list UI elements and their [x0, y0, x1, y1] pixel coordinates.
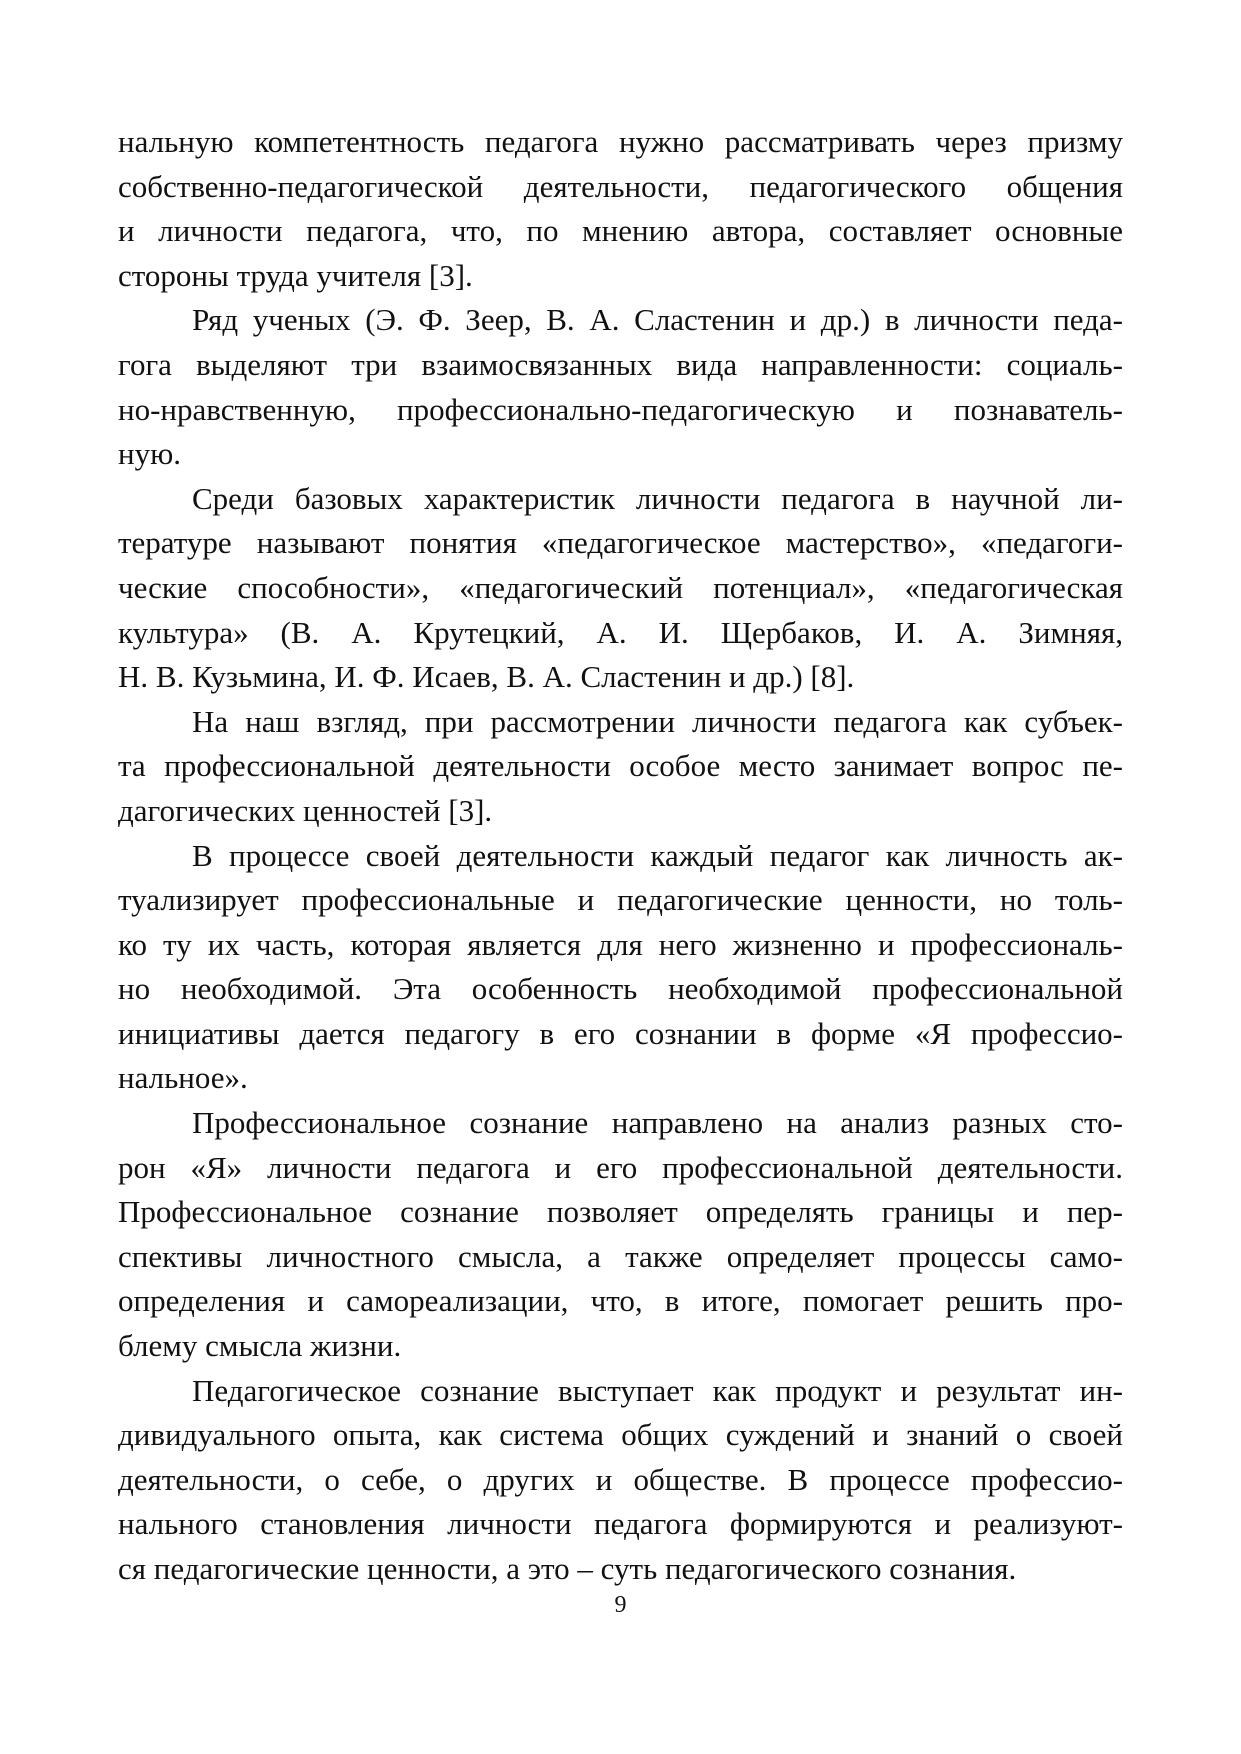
text-line: ную.: [118, 436, 181, 472]
text-line: стороны труда учителя [3].: [118, 257, 473, 293]
paragraph: [118, 298, 1123, 476]
text-line: нальную компетентность педагога нужно рассматривать через призму: [118, 124, 1123, 159]
text-line: Профессиональное сознание позволяет определять границы и пер-: [118, 1194, 1123, 1230]
text-line: дагогических ценностей [3].: [118, 792, 493, 828]
text-line: культура» (В. А. Крутецкий, А. И. Щербаков, И. А. Зимняя,: [118, 614, 1123, 650]
text-line: собственно-педагогической деятельности, педагогического общения: [118, 168, 1123, 204]
text-line: определения и самореализации, что, в итоге, помогает решить про-: [118, 1283, 1123, 1319]
text-line: Среди базовых характеристик личности педагога в научной ли-: [192, 480, 1123, 516]
text-line: нальное».: [118, 1060, 248, 1096]
text-line: ся педагогические ценности, а это – суть педагогического сознания.: [118, 1551, 1017, 1586]
page-number: 9: [614, 1592, 627, 1618]
text-line: но-нравственную, профессионально-педагогическую и познаватель-: [118, 391, 1123, 427]
text-line: деятельности, о себе, о других и обществе. В процессе профессио-: [118, 1461, 1123, 1497]
paragraph: [118, 1369, 1123, 1592]
text-line: ко ту их часть, которая является для него жизненно и профессиональ-: [118, 926, 1123, 962]
text-line: но необходимой. Эта особенность необходимой профессиональной: [118, 971, 1123, 1007]
paragraph: [118, 477, 1123, 700]
paragraph: [118, 834, 1123, 1102]
text-line: рон «Я» личности педагога и его профессиональной деятельности.: [118, 1149, 1123, 1185]
text-line: В процессе своей деятельности каждый педагог как личность ак-: [192, 837, 1123, 873]
text-line: Ряд ученых (Э. Ф. Зеер, В. А. Сластенин и др.) в личности педа-: [192, 302, 1123, 338]
text-line: та профессиональной деятельности особое место занимает вопрос пе-: [118, 748, 1123, 784]
text-line: Педагогическое сознание выступает как продукт и результат ин-: [192, 1372, 1123, 1408]
text-line: ческие способности», «педагогический потенциал», «педагогическая: [118, 569, 1123, 605]
page-body: [118, 120, 1123, 1592]
text-line: инициативы дается педагогу в его сознании в форме «Я профессио-: [118, 1015, 1123, 1051]
text-line: Профессиональное сознание направлено на анализ разных сто-: [192, 1105, 1123, 1141]
text-line: нального становления личности педагога формируются и реализуют-: [118, 1506, 1123, 1542]
paragraph: [118, 120, 1123, 298]
text-line: гога выделяют три взаимосвязанных вида направленности: социаль-: [118, 346, 1123, 382]
text-line: спективы личностного смысла, а также определяет процессы само-: [118, 1238, 1123, 1274]
text-line: туализирует профессиональные и педагогические ценности, но толь-: [118, 882, 1123, 918]
text-line: тературе называют понятия «педагогическое мастерство», «педагоги-: [118, 525, 1123, 561]
paragraph: [118, 1101, 1123, 1369]
text-line: Н. В. Кузьмина, И. Ф. Исаев, В. А. Сластенин и др.) [8].: [118, 659, 855, 695]
paragraph: [118, 700, 1123, 834]
text-line: дивидуального опыта, как система общих суждений и знаний о своей: [118, 1417, 1123, 1453]
text-line: На наш взгляд, при рассмотрении личности педагога как субъек-: [192, 703, 1123, 739]
text-line: блему смысла жизни.: [118, 1328, 402, 1364]
text-line: и личности педагога, что, по мнению автора, составляет основные: [118, 213, 1123, 249]
